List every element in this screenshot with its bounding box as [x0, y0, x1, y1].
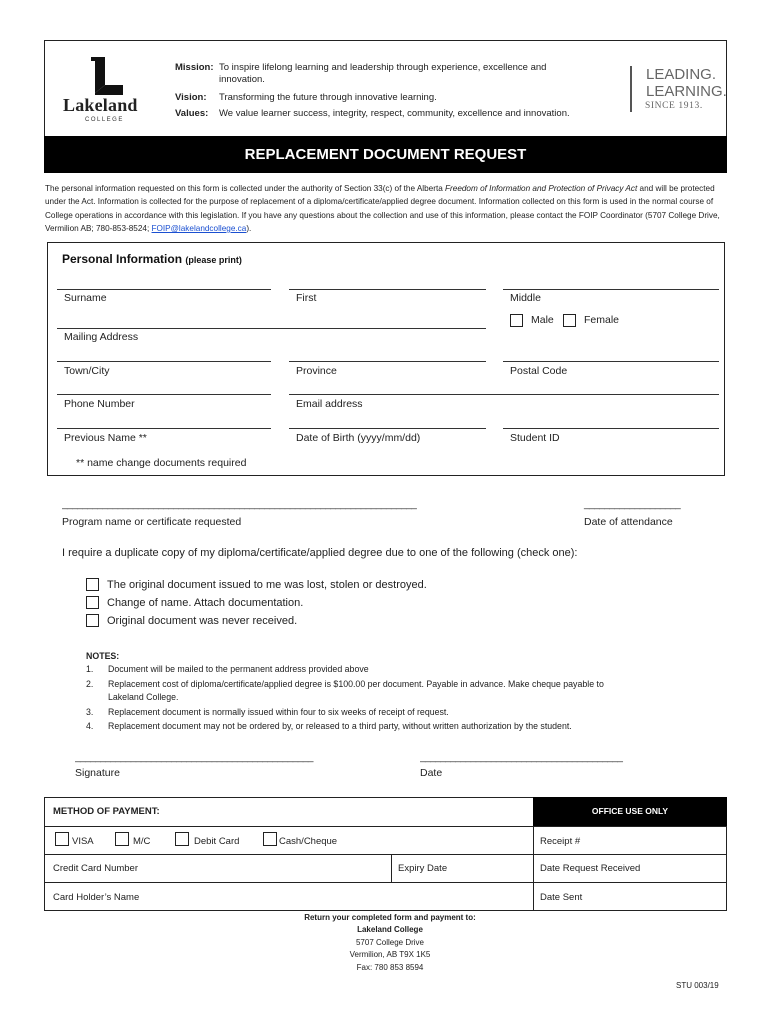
first-name-label: First [296, 292, 317, 304]
date-attendance-underline[interactable]: ___________________ [584, 499, 681, 510]
mc-label: M/C [133, 836, 151, 847]
expiry-date-label: Expiry Date [398, 863, 448, 874]
return-college-name: Lakeland College [357, 925, 423, 935]
middle-name-field[interactable] [503, 289, 719, 290]
payment-row-divider-1 [44, 826, 727, 827]
tagline-since: SINCE 1913. [645, 101, 703, 111]
postal-code-label: Postal Code [510, 365, 568, 377]
personal-info-note: (please print) [185, 255, 242, 265]
signature-date-label: Date [420, 767, 443, 779]
logo-name: Lakeland [63, 95, 138, 115]
reason-never-received-label: Original document was never received. [107, 615, 298, 627]
note-1-number: 1. [86, 664, 94, 674]
note-3-number: 3. [86, 707, 94, 717]
mission-line-2: innovation. [219, 74, 265, 85]
note-1-text: Document will be mailed to the permanent address provided above [108, 664, 369, 674]
foip-notice [45, 182, 728, 235]
surname-label: Surname [64, 292, 107, 304]
debit-card-label: Debit Card [194, 836, 240, 847]
mailing-address-label: Mailing Address [64, 331, 139, 343]
name-change-note: ** name change documents required [76, 457, 247, 469]
town-city-label: Town/City [64, 365, 110, 377]
signature-date-underline[interactable]: ________________________________________ [420, 752, 623, 763]
return-city: Vermilion, AB T9X 1K5 [349, 950, 431, 960]
foip-email-link[interactable]: FOIP@lakelandcollege.ca [151, 223, 247, 233]
cash-cheque-label: Cash/Cheque [279, 836, 338, 847]
date-of-birth-label: Date of Birth (yyyy/mm/dd) [296, 432, 421, 444]
note-3-text: Replacement document is normally issued within four to six weeks of receipt of request. [108, 707, 449, 717]
program-label: Program name or certificate requested [62, 516, 242, 528]
credit-card-number-label: Credit Card Number [53, 863, 138, 874]
reason-name-change-checkbox[interactable] [86, 596, 99, 609]
tagline-learning: LEARNING. [646, 83, 727, 100]
student-id-label: Student ID [510, 432, 560, 444]
logo-subtitle: COLLEGE [85, 117, 124, 123]
note-4-text: Replacement document may not be ordered by, or released to a third party, without written authorization by the student. [108, 721, 572, 731]
note-2-number: 2. [86, 679, 94, 689]
return-fax: Fax: 780 853 8594 [356, 962, 424, 972]
female-checkbox[interactable] [563, 314, 576, 327]
receipt-label: Receipt # [540, 836, 581, 847]
tagline-leading: LEADING. [646, 66, 717, 83]
foip-text-2: and will be protected under the Act. Information is collected for the purpose of replacement of a diploma/certificate/applied degree document. Information collected on this form is used in the normal course of College operations in accordance with this legislation. If you have any questions about the collection and use of this information, please contact the FOIP Coordinator (5707 College Drive, Vermilion AB; 780-853-8524; [45, 184, 720, 233]
foip-text-1: The personal information requested on this form is collected under the authority of Section 33(c) of the Alberta [45, 184, 446, 193]
email-address-label: Email address [296, 398, 363, 410]
method-of-payment-label: METHOD OF PAYMENT: [53, 806, 160, 817]
foip-text-3: ). [246, 223, 252, 233]
mission-line-1: To inspire lifelong learning and leadership through experience, excellence and [219, 62, 547, 73]
reason-lost-checkbox[interactable] [86, 578, 99, 591]
values-label: Values: [175, 108, 209, 119]
phone-number-label: Phone Number [64, 398, 135, 410]
return-address-block [230, 912, 550, 974]
town-city-field[interactable] [57, 361, 271, 362]
reason-intro: I require a duplicate copy of my diploma/certificate/applied degree due to one of the following (check one): [62, 547, 578, 559]
personal-info-title [62, 252, 242, 266]
signature-underline[interactable]: _______________________________________________ [75, 752, 313, 763]
reason-lost-label: The original document issued to me was lost, stolen or destroyed. [107, 579, 427, 591]
payment-col-divider-expiry [391, 854, 392, 882]
female-label: Female [584, 314, 620, 326]
visa-checkbox[interactable] [55, 832, 69, 846]
mailing-address-field[interactable] [57, 328, 486, 329]
debit-card-checkbox[interactable] [175, 832, 189, 846]
visa-label: VISA [72, 836, 94, 847]
date-sent-label: Date Sent [540, 892, 583, 903]
foip-act-name: Freedom of Information and Protection of Privacy Act [445, 184, 638, 193]
office-use-header: OFFICE USE ONLY [533, 797, 727, 826]
form-code: STU 003/19 [676, 981, 719, 990]
form-title: REPLACEMENT DOCUMENT REQUEST [44, 136, 727, 173]
note-2-text-cont: Lakeland College. [108, 692, 179, 702]
reason-name-change-label: Change of name. Attach documentation. [107, 597, 304, 609]
vision-label: Vision: [175, 92, 207, 103]
male-checkbox[interactable] [510, 314, 523, 327]
note-2-text: Replacement cost of diploma/certificate/applied degree is $100.00 per document. Payable in advance. Make cheque payable to [108, 679, 604, 689]
payment-row-divider-2 [44, 854, 727, 855]
note-4-number: 4. [86, 721, 94, 731]
middle-name-label: Middle [510, 292, 541, 304]
student-id-field[interactable] [503, 428, 719, 429]
signature-label: Signature [75, 767, 120, 779]
payment-row-divider-3 [44, 882, 727, 883]
notes-heading: NOTES: [86, 651, 120, 661]
header-box [44, 40, 727, 136]
return-instruction: Return your completed form and payment to: [304, 913, 476, 922]
lakeland-logo-icon [89, 55, 125, 99]
province-label: Province [296, 365, 337, 377]
province-field[interactable] [289, 361, 486, 362]
postal-code-field[interactable] [503, 361, 719, 362]
vision-text: Transforming the future through innovative learning. [219, 92, 437, 103]
date-of-birth-field[interactable] [289, 428, 486, 429]
card-holder-name-label: Card Holder’s Name [53, 892, 140, 903]
date-request-received-label: Date Request Received [540, 863, 641, 874]
return-street: 5707 College Drive [355, 937, 425, 947]
phone-number-field[interactable] [57, 394, 271, 395]
mc-checkbox[interactable] [115, 832, 129, 846]
program-underline[interactable]: ______________________________________________________________________ [62, 499, 417, 510]
mission-label: Mission: [175, 62, 214, 73]
date-attendance-label: Date of attendance [584, 516, 673, 528]
previous-name-field[interactable] [57, 428, 271, 429]
reason-never-received-checkbox[interactable] [86, 614, 99, 627]
surname-field[interactable] [57, 289, 271, 290]
previous-name-label: Previous Name ** [64, 432, 147, 444]
male-label: Male [531, 314, 554, 326]
first-name-field[interactable] [289, 289, 486, 290]
tagline-divider [630, 66, 632, 112]
cash-cheque-checkbox[interactable] [263, 832, 277, 846]
values-text: We value learner success, integrity, respect, community, excellence and innovation. [219, 108, 570, 119]
personal-info-heading: Personal Information [62, 252, 183, 266]
email-address-field[interactable] [289, 394, 719, 395]
